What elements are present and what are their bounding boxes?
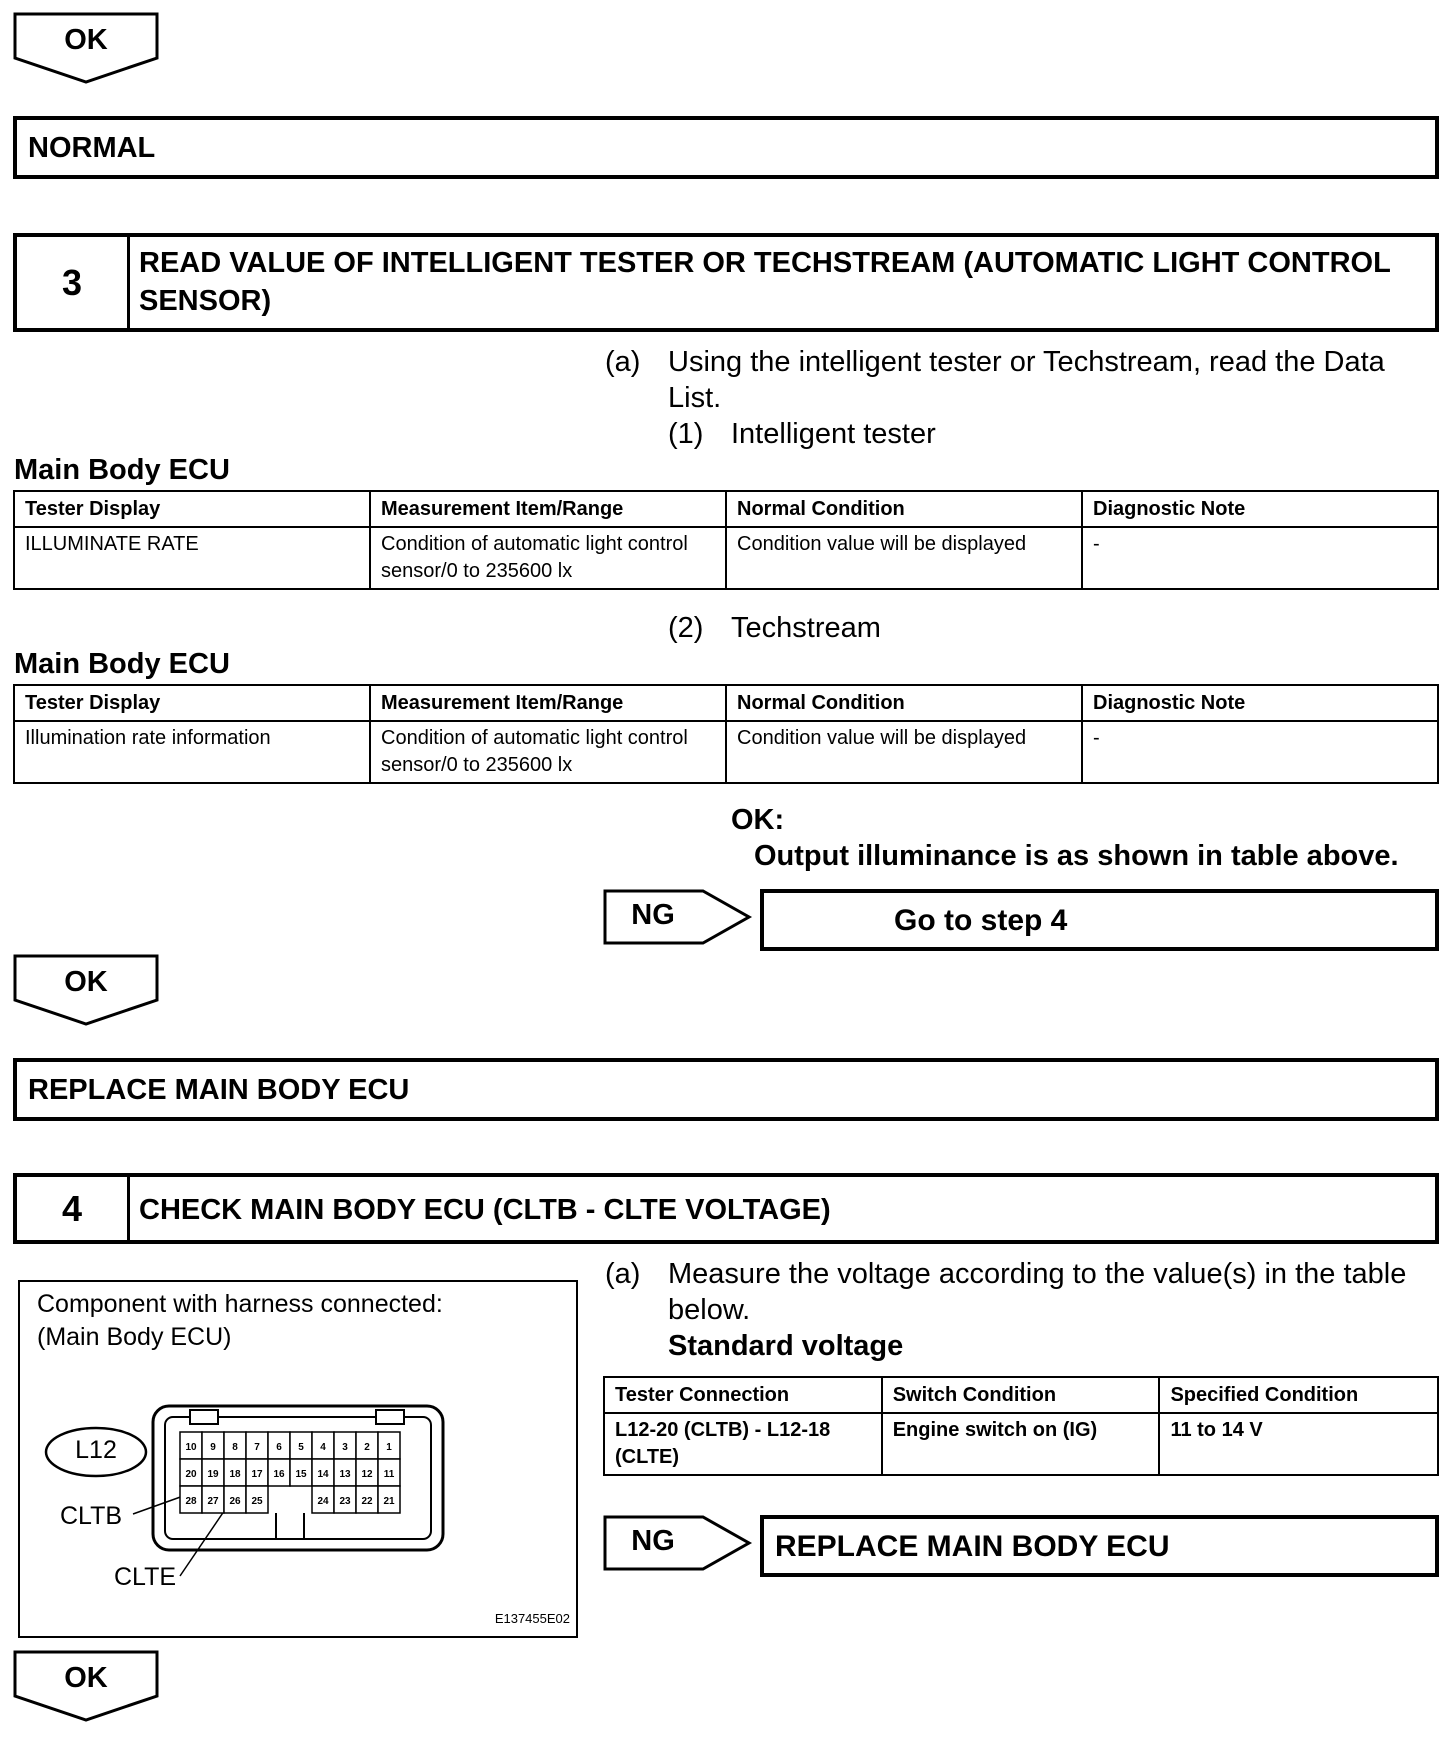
ok-arrow-2	[13, 954, 159, 1026]
pin-number: 10	[185, 1442, 197, 1453]
pin-number: 16	[273, 1469, 285, 1480]
standard-voltage-label: Standard voltage	[668, 1330, 904, 1362]
pin-number: 23	[339, 1496, 351, 1507]
sub-step-1-text: Intelligent tester	[731, 418, 936, 450]
step-4-header	[13, 1173, 1439, 1244]
figure-caption-line-1: Component with harness connected:	[37, 1290, 443, 1318]
step-3-title: READ VALUE OF INTELLIGENT TESTER OR TECHSTREAM (AUTOMATIC LIGHT CONTROL SENSOR)	[139, 247, 1391, 317]
header-switch-condition: Switch Condition	[882, 1377, 1160, 1413]
pin-number: 20	[185, 1469, 197, 1480]
pin-number: 27	[207, 1496, 219, 1507]
ng-arrow-2	[603, 1515, 753, 1571]
header-normal-condition: Normal Condition	[726, 685, 1082, 721]
table-row	[604, 1413, 1438, 1475]
go-to-step-4-box	[760, 889, 1439, 951]
step-4-number: 4	[17, 1177, 130, 1240]
ok-result-label: OK:	[731, 804, 785, 836]
step-4-title: CHECK MAIN BODY ECU (CLTB - CLTE VOLTAGE)	[139, 1194, 831, 1226]
step-3-instruction: Using the intelligent tester or Techstream, read the Data List.	[668, 346, 1385, 414]
step-3-instruction-marker: (a)	[605, 346, 641, 378]
header-diagnostic-note: Diagnostic Note	[1082, 491, 1438, 527]
ok-arrow-1	[13, 12, 159, 84]
connector-figure	[18, 1280, 578, 1638]
pin-number: 3	[342, 1442, 348, 1453]
step-4-instruction-marker: (a)	[605, 1258, 641, 1290]
pin-number: 5	[298, 1442, 304, 1453]
table-row	[14, 527, 1438, 589]
ok-result-text: Output illuminance is as shown in table above.	[754, 840, 1399, 872]
header-tester-display: Tester Display	[14, 491, 370, 527]
cell-specified-condition: 11 to 14 V	[1159, 1413, 1438, 1475]
ok-label: OK	[64, 1662, 108, 1694]
ok-label: OK	[64, 24, 108, 56]
replace-ecu-action-text: REPLACE MAIN BODY ECU	[775, 1530, 1170, 1563]
pin-number: 11	[383, 1469, 395, 1480]
pin-number: 1	[386, 1442, 392, 1453]
clte-label: CLTE	[114, 1563, 177, 1591]
table-header-row	[14, 685, 1438, 721]
cltb-label: CLTB	[60, 1502, 123, 1530]
header-tester-connection: Tester Connection	[604, 1377, 882, 1413]
cell-tester-connection: L12-20 (CLTB) - L12-18 (CLTE)	[604, 1413, 882, 1475]
pin-number: 22	[361, 1496, 373, 1507]
pin-number: 14	[317, 1469, 329, 1480]
header-tester-display: Tester Display	[14, 685, 370, 721]
normal-result-bar	[13, 116, 1439, 179]
table-header-row	[14, 491, 1438, 527]
pin-number: 8	[232, 1442, 238, 1453]
step-4-instruction: Measure the voltage according to the value(s) in the table below.	[668, 1258, 1407, 1326]
figure-caption-line-2: (Main Body ECU)	[37, 1323, 232, 1351]
step-3-header	[13, 233, 1439, 332]
ng-label: NG	[631, 899, 675, 931]
normal-result-text: NORMAL	[28, 132, 156, 164]
go-to-step-4-text: Go to step 4	[894, 904, 1068, 937]
header-specified-condition: Specified Condition	[1159, 1377, 1438, 1413]
sub-step-2-text: Techstream	[731, 612, 881, 644]
pin-number: 26	[229, 1496, 241, 1507]
cell-diagnostic-note: -	[1082, 527, 1438, 589]
pin-number: 6	[276, 1442, 282, 1453]
ok-label: OK	[64, 966, 108, 998]
cell-tester-display: Illumination rate information	[14, 721, 370, 783]
table-row	[14, 721, 1438, 783]
pin-number: 25	[251, 1496, 263, 1507]
pin-number: 15	[295, 1469, 307, 1480]
header-measurement-item: Measurement Item/Range	[370, 491, 726, 527]
pin-number: 12	[361, 1469, 373, 1480]
pin-number: 13	[339, 1469, 351, 1480]
pin-number: 2	[364, 1442, 370, 1453]
table-1-heading: Main Body ECU	[14, 454, 230, 486]
replace-ecu-bar	[13, 1058, 1439, 1121]
pin-number: 24	[317, 1496, 329, 1507]
ok-arrow-3	[13, 1650, 159, 1722]
pin-number: 19	[207, 1469, 219, 1480]
table-2-heading: Main Body ECU	[14, 648, 230, 680]
cell-switch-condition: Engine switch on (IG)	[882, 1413, 1160, 1475]
cell-measurement-item: Condition of automatic light control sensor/0 to 235600 lx	[370, 527, 726, 589]
sub-step-2-marker: (2)	[668, 612, 704, 644]
ng-arrow-1	[603, 889, 753, 945]
cell-diagnostic-note: -	[1082, 721, 1438, 783]
header-diagnostic-note: Diagnostic Note	[1082, 685, 1438, 721]
data-list-table-2	[13, 684, 1439, 784]
standard-voltage-table	[603, 1376, 1439, 1476]
header-normal-condition: Normal Condition	[726, 491, 1082, 527]
pin-number: 9	[210, 1442, 216, 1453]
cell-normal-condition: Condition value will be displayed	[726, 527, 1082, 589]
replace-ecu-text: REPLACE MAIN BODY ECU	[28, 1074, 410, 1106]
figure-code: E137455E02	[494, 1611, 570, 1626]
pin-number: 21	[383, 1496, 395, 1507]
replace-ecu-action-box	[760, 1515, 1439, 1577]
cell-measurement-item: Condition of automatic light control sensor/0 to 235600 lx	[370, 721, 726, 783]
step-3-number: 3	[17, 237, 130, 328]
pin-number: 4	[320, 1442, 326, 1453]
header-measurement-item: Measurement Item/Range	[370, 685, 726, 721]
pin-number: 7	[254, 1442, 260, 1453]
cell-tester-display: ILLUMINATE RATE	[14, 527, 370, 589]
table-header-row	[604, 1377, 1438, 1413]
connector-id-label: L12	[75, 1436, 117, 1464]
pin-number: 18	[229, 1469, 241, 1480]
data-list-table-1	[13, 490, 1439, 590]
pin-number: 28	[185, 1496, 197, 1507]
pin-number: 17	[251, 1469, 263, 1480]
cell-normal-condition: Condition value will be displayed	[726, 721, 1082, 783]
ng-label: NG	[631, 1525, 675, 1557]
sub-step-1-marker: (1)	[668, 418, 704, 450]
